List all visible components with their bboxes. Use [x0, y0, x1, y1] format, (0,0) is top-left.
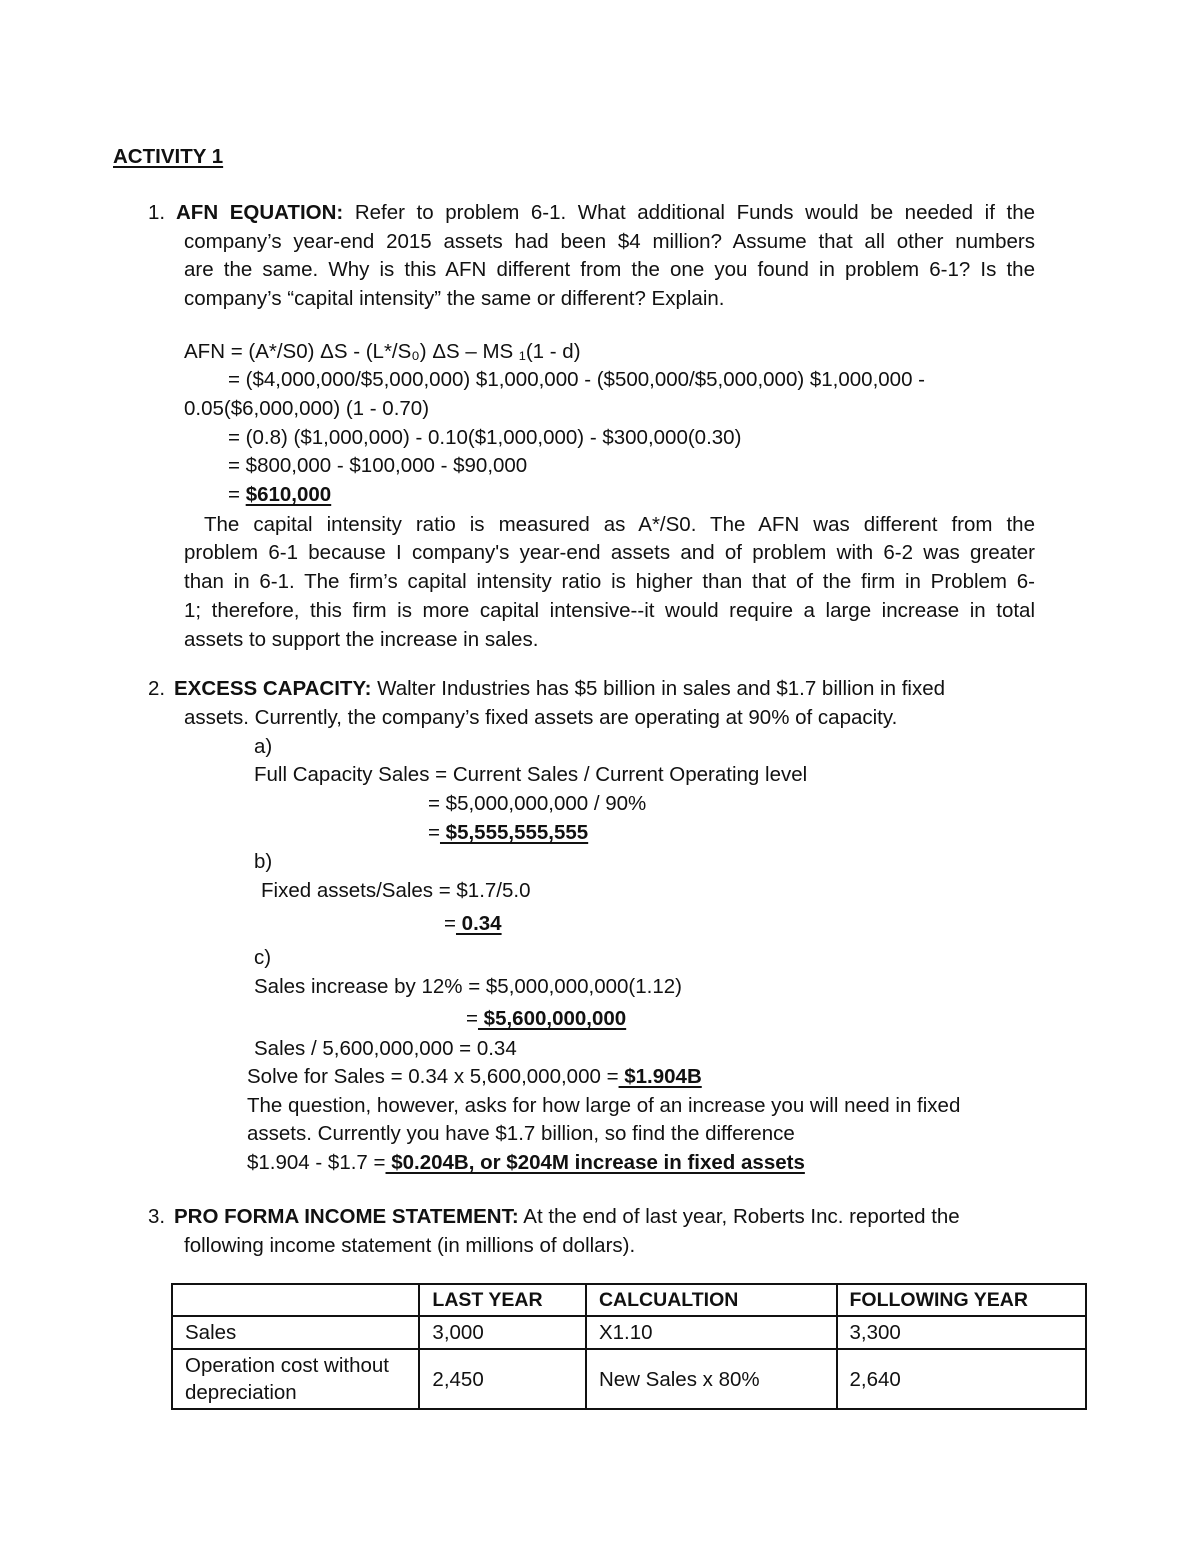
q1-work-line-3: = (0.8) ($1,000,000) - 0.10($1,000,000) - $300,000(0.30): [228, 426, 742, 449]
q1-prompt-line-1: AFN EQUATION: Refer to problem 6-1. What additional Funds would be needed if the: [176, 201, 1036, 224]
q1-work-line-4: = $800,000 - $100,000 - $90,000: [228, 454, 528, 477]
income-statement-table: [171, 1283, 1087, 1410]
table-cell: New Sales x 80%: [586, 1349, 837, 1409]
q3-label: PRO FORMA INCOME STATEMENT:: [174, 1205, 519, 1228]
q1-answer: $610,000: [245, 483, 332, 506]
table-row: [172, 1316, 1086, 1349]
q2-part-b-label: b): [254, 850, 273, 873]
q2-part-c-note-line-2: assets. Currently you have $1.7 billion, so find the difference: [247, 1122, 795, 1145]
table-cell: Sales: [172, 1316, 419, 1349]
q2-part-b-formula: Fixed assets/Sales = $1.7/5.0: [261, 879, 531, 902]
q1-prompt-line-4: company’s “capital intensity” the same or different? Explain.: [184, 287, 725, 310]
q2-part-b-answer-line: = 0.34: [444, 912, 502, 935]
q1-number: 1.: [148, 201, 166, 224]
q1-prompt-line-2: company’s year-end 2015 assets had been $4 million? Assume that all other numbers: [184, 230, 1035, 253]
table-cell: X1.10: [586, 1316, 837, 1349]
table-header-row: [172, 1284, 1086, 1316]
q2-part-c-note-line-1: The question, however, asks for how large of an increase you will need in fixed: [247, 1094, 961, 1117]
table-header-cell: FOLLOWING YEAR: [837, 1284, 1086, 1316]
q1-explanation-line-4: 1; therefore, this firm is more capital intensive--it would require a large increase in total: [184, 599, 1035, 622]
q2-part-c-solve-answer: $1.904B: [618, 1065, 702, 1088]
q2-part-a-formula: Full Capacity Sales = Current Sales / Current Operating level: [254, 763, 808, 786]
q2-prompt-line-2: assets. Currently, the company’s fixed assets are operating at 90% of capacity.: [184, 706, 898, 729]
q1-work-line-2: 0.05($6,000,000) (1 - 0.70): [184, 397, 430, 420]
q1-formula: AFN = (A*/S0) ΔS - (L*/S₀) ΔS – MS ₁(1 - d): [184, 340, 581, 363]
q2-part-c-label: c): [254, 946, 272, 969]
q2-part-c-final-answer: $0.204B, or $204M increase in fixed assets: [385, 1151, 805, 1174]
q2-part-a-answer-line: = $5,555,555,555: [428, 821, 589, 844]
q2-part-a-step: = $5,000,000,000 / 90%: [428, 792, 647, 815]
table-header-cell: LAST YEAR: [419, 1284, 586, 1316]
q2-number: 2.: [148, 677, 166, 700]
table-header-cell: CALCUALTION: [586, 1284, 837, 1316]
q2-part-a-label: a): [254, 735, 273, 758]
q2-part-c-answer: $5,600,000,000: [477, 1007, 627, 1030]
table-cell: 2,450: [419, 1349, 586, 1409]
q1-work-line-1: = ($4,000,000/$5,000,000) $1,000,000 - ($500,000/$5,000,000) $1,000,000 -: [228, 368, 925, 391]
table-cell: 2,640: [837, 1349, 1086, 1409]
q2-part-c-solve-line: Solve for Sales = 0.34 x 5,600,000,000 = $1.904B: [247, 1065, 702, 1088]
q1-explanation-line-2: problem 6-1 because I company's year-end assets and of problem with 6-2 was greater: [184, 541, 1035, 564]
q1-explanation-line-3: than in 6-1. The firm’s capital intensity ratio is higher than that of the firm in Problem 6-: [184, 570, 1035, 593]
table-row: [172, 1349, 1086, 1409]
q1-answer-line: = $610,000: [228, 483, 332, 506]
q2-part-c-answer-line: = $5,600,000,000: [466, 1007, 627, 1030]
q1-explanation-line-5: assets to support the increase in sales.: [184, 628, 539, 651]
q2-part-b-answer: 0.34: [455, 912, 502, 935]
table-cell: 3,000: [419, 1316, 586, 1349]
page-title: ACTIVITY 1: [113, 145, 224, 168]
table-cell: Operation cost without depreciation: [172, 1349, 419, 1409]
q2-prompt-line-1: EXCESS CAPACITY: Walter Industries has $5 billion in sales and $1.7 billion in fixed: [174, 677, 946, 700]
q2-part-c-final-line: $1.904 - $1.7 = $0.204B, or $204M increase in fixed assets: [247, 1151, 805, 1174]
q2-label: EXCESS CAPACITY:: [174, 677, 372, 700]
table-cell: 3,300: [837, 1316, 1086, 1349]
q3-prompt-line-2: following income statement (in millions of dollars).: [184, 1234, 636, 1257]
q1-label: AFN EQUATION:: [176, 201, 344, 224]
q3-prompt-line-1: PRO FORMA INCOME STATEMENT: At the end of last year, Roberts Inc. reported the: [174, 1205, 960, 1228]
q2-part-c-step: Sales / 5,600,000,000 = 0.34: [254, 1037, 517, 1060]
q2-part-a-answer: $5,555,555,555: [439, 821, 589, 844]
q3-number: 3.: [148, 1205, 166, 1228]
q2-part-c-formula: Sales increase by 12% = $5,000,000,000(1.12): [254, 975, 682, 998]
table-header-cell: [172, 1284, 419, 1316]
q1-explanation-line-1: The capital intensity ratio is measured as A*/S0. The AFN was different from the: [204, 513, 1035, 536]
q1-prompt-line-3: are the same. Why is this AFN different from the one you found in problem 6-1? Is the: [184, 258, 1035, 281]
